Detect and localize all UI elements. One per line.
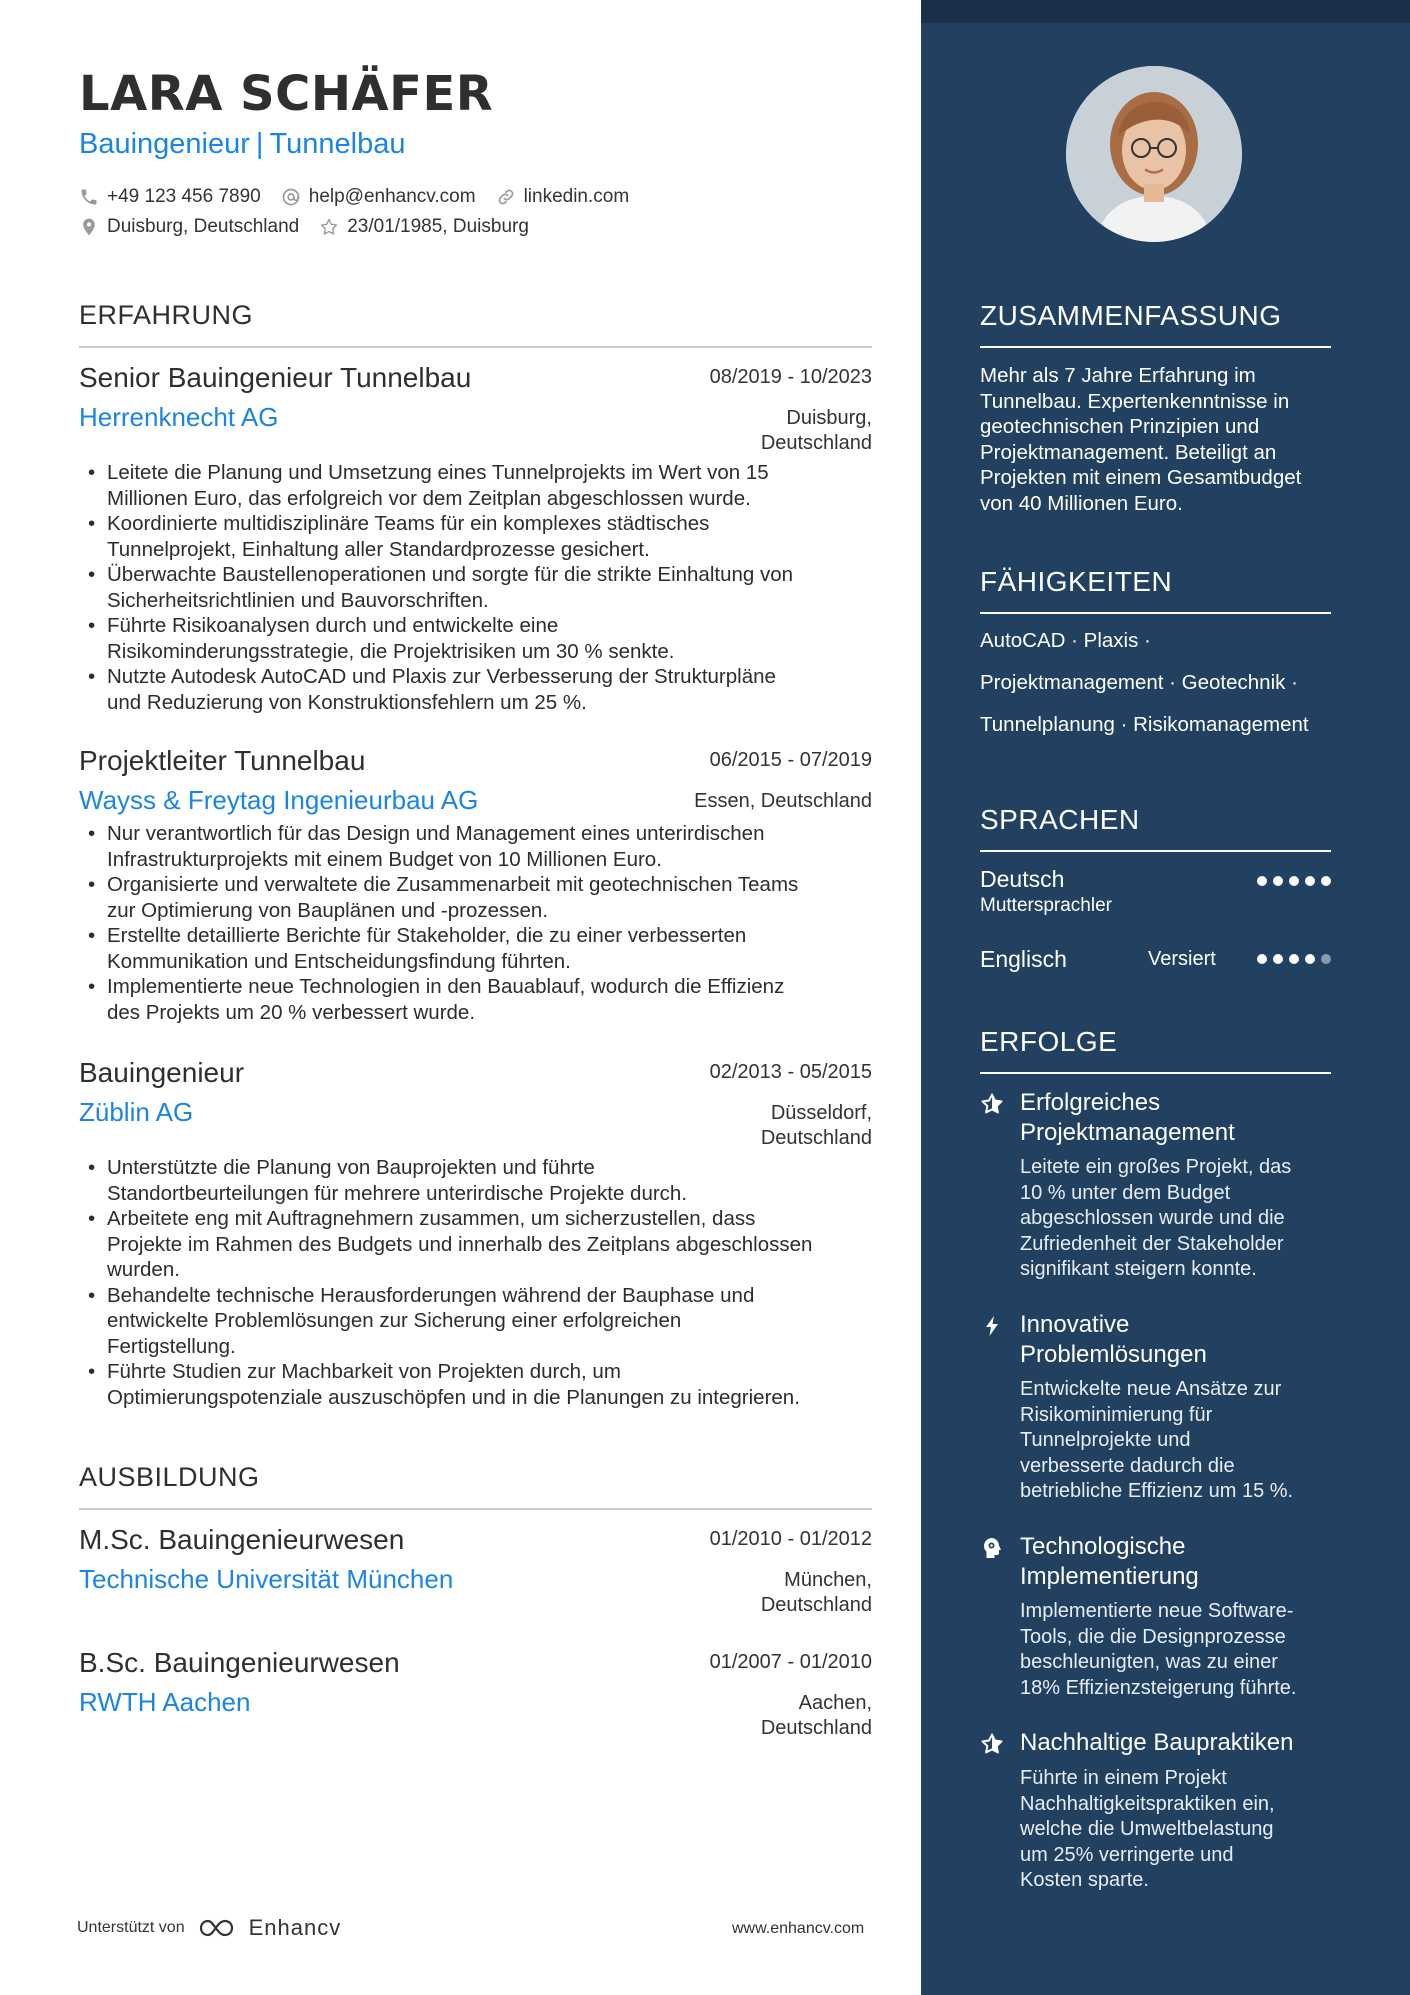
job-role: Bauingenieur: [79, 1057, 245, 1088]
degree: M.Sc. Bauingenieurwesen: [79, 1524, 405, 1555]
language-rating: [1251, 876, 1331, 886]
phone-text: +49 123 456 7890: [107, 186, 261, 207]
link-icon: [496, 187, 516, 207]
location-item: [79, 216, 299, 238]
achievement-description: Implementierte neue Software- Tools, die die Designprozesse beschleunigten, was zu einer 18% Effizienzsteigerung führte.: [1020, 1600, 1297, 1699]
list-item: • Führte Studien zur Machbarkeit von Projekten durch, um Optimierungspotenziale auszuschöpfen und in die Planungen zu integrieren.: [79, 1359, 872, 1410]
skills-row: Tunnelplanung · Risikomanagement: [980, 713, 1309, 736]
at-icon: [281, 187, 301, 207]
list-item: • Organisierte und verwaltete die Zusammenarbeit mit geotechnischen Teams zur Optimierung von Bauplänen und -prozessen.: [79, 872, 872, 923]
list-item: • Arbeitete eng mit Auftragnehmern zusammen, um sicherzustellen, dass Projekte im Rahmen des Budgets und innerhalb des Zeitplans abgeschlossen wurden.: [79, 1206, 872, 1283]
job-dates: 06/2015 - 07/2019: [709, 749, 872, 771]
location-text: Duisburg, Deutschland: [107, 216, 300, 237]
language-rating: [1251, 954, 1331, 964]
location-line: Essen, Deutschland: [694, 790, 872, 812]
achievements-divider: [980, 1072, 1331, 1074]
rating-dot: [1257, 876, 1267, 886]
language-level: Muttersprachler: [980, 895, 1112, 916]
brand-name[interactable]: Enhancv: [248, 1915, 342, 1940]
job-dates: 02/2013 - 05/2015: [709, 1061, 872, 1083]
job-dates: 08/2019 - 10/2023: [709, 366, 872, 388]
job-role: Senior Bauingenieur Tunnelbau: [79, 362, 472, 393]
education-entry: [79, 1647, 872, 1745]
location-pin-icon: [79, 217, 99, 237]
education-dates: 01/2007 - 01/2010: [709, 1651, 872, 1673]
location-line: Deutschland: [760, 1127, 872, 1149]
job-role: Projektleiter Tunnelbau: [79, 745, 366, 776]
job-bullets: [79, 460, 872, 715]
birth-item: [319, 216, 529, 238]
list-item: • Behandelte technische Herausforderungen während der Bauphase und entwickelte Problemlösungen zur Sicherung einer erfolgreichen Fertigstellung.: [79, 1283, 872, 1360]
head-gear-icon: [980, 1536, 1004, 1560]
education-divider: [79, 1508, 872, 1510]
footer-powered-by: [77, 1915, 341, 1941]
achievement-title: Innovative Problemlösungen: [1020, 1311, 1207, 1368]
skills-row: Projektmanagement · Geotechnik ·: [980, 671, 1298, 694]
summary-line: Projekten mit einem Gesamtbudget: [980, 466, 1302, 489]
experience-entry: [79, 1057, 872, 1410]
experience-divider: [79, 346, 872, 348]
phone-icon: [79, 187, 99, 207]
rating-dot: [1289, 954, 1299, 964]
rating-dot: [1289, 876, 1299, 886]
school-name[interactable]: RWTH Aachen: [79, 1687, 251, 1717]
profile-photo-icon: [1066, 66, 1242, 242]
summary-divider: [980, 346, 1331, 348]
location-line: Deutschland: [760, 432, 872, 454]
language-level: Versiert: [1148, 948, 1216, 970]
person-name: LARA SCHÄFER: [79, 66, 494, 122]
location-line: Aachen,: [798, 1692, 872, 1714]
experience-entry: [79, 745, 872, 1025]
list-item: • Nutzte Autodesk AutoCAD und Plaxis zur Verbesserung der Strukturpläne und Reduzierung von Konstruktionsfehlern um 25 %.: [79, 664, 872, 715]
job-bullets: [79, 1155, 872, 1410]
lightning-icon: [980, 1314, 1004, 1338]
list-item: • Nur verantwortlich für das Design und Management eines unterirdischen Infrastrukturprojekts mit einem Budget von 10 Millionen Euro.: [79, 821, 872, 872]
experience-entry: [79, 362, 872, 715]
skills-divider: [980, 612, 1331, 614]
summary-line: Projektmanagement. Beteiligt an: [980, 440, 1277, 464]
sidebar: [921, 0, 1410, 1995]
achievement-title: Technologische Implementierung: [1020, 1533, 1199, 1590]
contact-info: [79, 182, 649, 242]
rating-dot: [1305, 876, 1315, 886]
school-name[interactable]: Technische Universität München: [79, 1564, 454, 1594]
education-entry: [79, 1524, 872, 1622]
email-item[interactable]: [281, 186, 476, 208]
skills-list: [980, 629, 1340, 755]
star-icon: [980, 1732, 1004, 1756]
summary-line: geotechnischen Prinzipien und: [980, 415, 1260, 438]
list-item: • Koordinierte multidisziplinäre Teams für ein komplexes städtisches Tunnelprojekt, Einhaltung aller Standardprozesse gesichert.: [79, 511, 872, 562]
achievement-description: Führte in einem Projekt Nachhaltigkeitspraktiken ein, welche die Umweltbelastung um 25% verringerte und Kosten sparte.: [1020, 1767, 1275, 1891]
powered-by-text: Unterstützt von: [77, 1919, 185, 1936]
email-text: help@enhancv.com: [308, 186, 476, 207]
rating-dot: [1321, 954, 1331, 964]
summary-text: [980, 363, 1335, 516]
list-item: • Überwachte Baustellenoperationen und sorgte für die strikte Einhaltung von Sicherheitsrichtlinien und Bauvorschriften.: [79, 562, 872, 613]
achievement-title: Nachhaltige Baupraktiken: [1020, 1729, 1294, 1756]
job-location: [761, 1101, 872, 1151]
footer-url[interactable]: www.enhancv.com: [732, 1920, 865, 1937]
linkedin-item[interactable]: [496, 186, 630, 208]
job-title: [79, 128, 405, 161]
job-title-separator: |: [255, 128, 264, 160]
location-line: Deutschland: [760, 1717, 872, 1739]
phone-item[interactable]: [79, 186, 261, 208]
avatar: [1066, 66, 1242, 242]
rating-dot: [1257, 954, 1267, 964]
education-location: [761, 1691, 872, 1741]
achievement-description: Entwickelte neue Ansätze zur Risikominimierung für Tunnelprojekte und verbesserte dadurch die betriebliche Effizienz um 15 %.: [1020, 1378, 1294, 1502]
job-title-part1: Bauingenieur: [79, 128, 250, 160]
list-item: • Implementierte neue Technologien in den Bauablauf, wodurch die Effizienz des Projekts um 20 % verbessert wurde.: [79, 974, 872, 1025]
education-location: [761, 1568, 872, 1618]
star-icon: [980, 1092, 1004, 1116]
skills-row: AutoCAD · Plaxis ·: [980, 629, 1151, 652]
job-title-part2: Tunnelbau: [269, 128, 406, 160]
job-location: [761, 406, 872, 456]
rating-dot: [1273, 876, 1283, 886]
rating-dot: [1305, 954, 1315, 964]
skills-section-title: FÄHIGKEITEN: [980, 566, 1173, 597]
location-line: Duisburg,: [786, 407, 872, 429]
location-line: München,: [784, 1569, 872, 1591]
language-item: [980, 946, 1331, 973]
summary-line: Tunnelbau. Expertenkenntnisse in: [980, 389, 1290, 413]
rating-dot: [1321, 876, 1331, 886]
language-name: Deutsch: [980, 866, 1065, 892]
company-name[interactable]: Wayss & Freytag Ingenieurbau AG: [79, 785, 479, 815]
location-line: Deutschland: [760, 1594, 872, 1616]
birth-text: 23/01/1985, Duisburg: [347, 216, 529, 237]
job-bullets: [79, 821, 872, 1025]
linkedin-text: linkedin.com: [523, 186, 630, 207]
experience-section-title: ERFAHRUNG: [79, 300, 254, 330]
summary-line: Mehr als 7 Jahre Erfahrung im: [980, 364, 1256, 387]
list-item: • Leitete die Planung und Umsetzung eines Tunnelprojekts im Wert von 15 Millionen Euro, das erfolgreich vor dem Zeitplan abgeschlossen wurde.: [79, 460, 872, 511]
language-item: [980, 866, 1331, 917]
education-section-title: AUSBILDUNG: [79, 1462, 260, 1492]
language-name: Englisch: [980, 946, 1067, 972]
education-dates: 01/2010 - 01/2012: [709, 1528, 872, 1550]
degree: B.Sc. Bauingenieurwesen: [79, 1647, 400, 1678]
achievement-title: Erfolgreiches Projektmanagement: [1020, 1089, 1235, 1146]
rating-dot: [1273, 954, 1283, 964]
sidebar-top-bar: [921, 0, 1410, 23]
languages-section-title: SPRACHEN: [980, 804, 1140, 835]
list-item: • Unterstützte die Planung von Bauprojekten und führte Standortbeurteilungen für mehrere unterirdische Projekte durch.: [79, 1155, 872, 1206]
star-outline-icon: [319, 217, 339, 237]
achievement-description: Leitete ein großes Projekt, das 10 % unter dem Budget abgeschlossen wurde und die Zufriedenheit der Stakeholder signifikant steigern konnte.: [1020, 1156, 1292, 1280]
achievements-section-title: ERFOLGE: [980, 1026, 1118, 1057]
list-item: • Führte Risikoanalysen durch und entwickelte eine Risikominderungsstrategie, die Projektrisiken um 30 % senkte.: [79, 613, 872, 664]
company-name[interactable]: Züblin AG: [79, 1097, 194, 1127]
job-location: [694, 789, 872, 814]
summary-section-title: ZUSAMMENFASSUNG: [980, 300, 1282, 331]
list-item: • Erstellte detaillierte Berichte für Stakeholder, die zu einer verbesserten Kommunikation und Entscheidungsfindung führten.: [79, 923, 872, 974]
summary-line: von 40 Millionen Euro.: [980, 491, 1183, 515]
languages-divider: [980, 850, 1331, 852]
enhancv-logo-icon: [197, 1917, 243, 1939]
company-name[interactable]: Herrenknecht AG: [79, 402, 279, 432]
location-line: Düsseldorf,: [770, 1102, 872, 1124]
